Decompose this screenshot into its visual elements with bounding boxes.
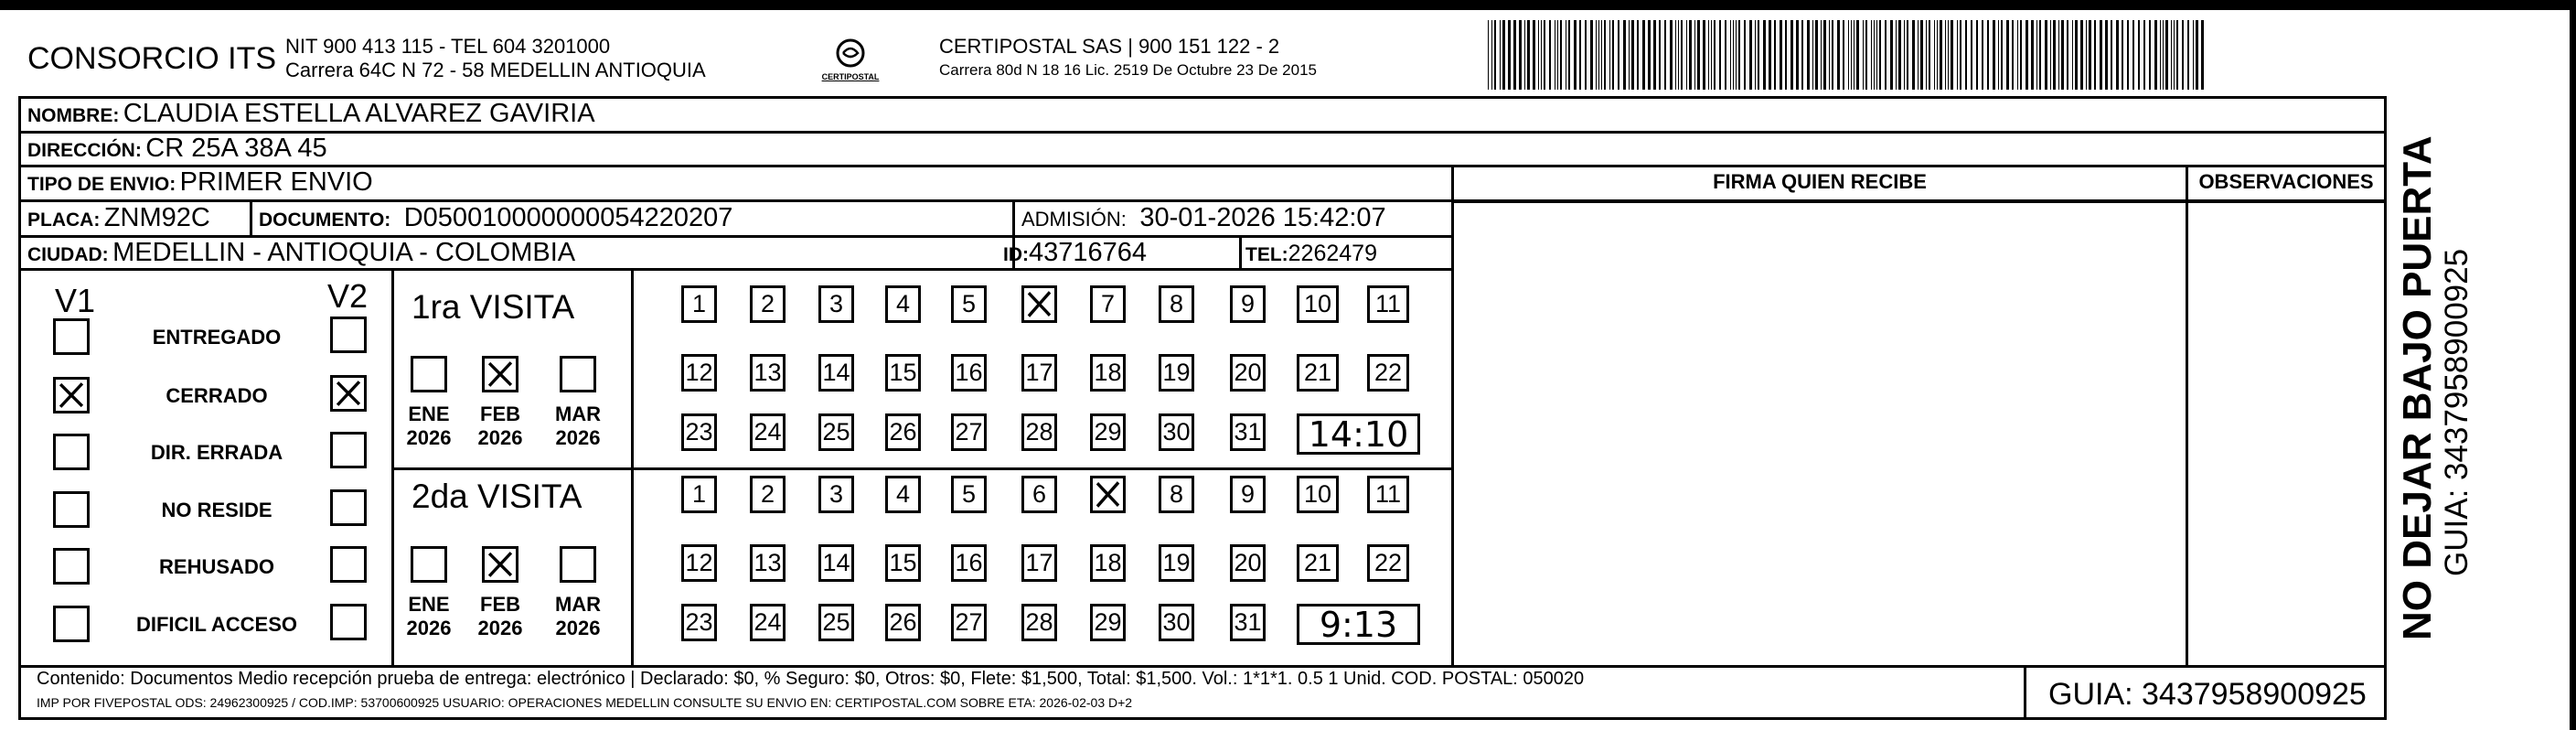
day-cell[interactable]: [818, 604, 854, 641]
day-cell[interactable]: [1090, 604, 1126, 641]
month-label: [401, 403, 456, 450]
tipo-envio-label: TIPO DE ENVIO:: [27, 174, 176, 195]
month-label: [473, 593, 528, 640]
day-number: 3: [828, 480, 844, 508]
day-number: 12: [685, 359, 713, 386]
day-number: 27: [955, 418, 983, 446]
day-number: 13: [754, 549, 782, 576]
day-cell[interactable]: [951, 476, 987, 513]
day-number: 1: [691, 480, 707, 508]
v1-checkbox[interactable]: [53, 491, 90, 528]
month-name: FEB: [480, 403, 520, 425]
day-number: 20: [1234, 549, 1262, 576]
certipostal-info: [939, 35, 1317, 82]
observaciones-label: OBSERVACIONES: [2198, 170, 2374, 193]
v1-checkbox[interactable]: [53, 548, 90, 585]
day-cell[interactable]: [1159, 476, 1194, 513]
id-label: ID:: [1003, 244, 1029, 265]
side-text: [2396, 91, 2474, 640]
day-number: 29: [1094, 608, 1122, 636]
tel-label: TEL:: [1245, 244, 1288, 265]
day-number: 11: [1374, 290, 1402, 317]
day-cell[interactable]: [681, 604, 717, 641]
day-number: 3: [828, 290, 844, 317]
status-label: ENTREGADO: [152, 326, 282, 349]
month-checkbox[interactable]: [411, 546, 447, 583]
nombre-label: NOMBRE:: [27, 105, 120, 126]
status-label: REHUSADO: [159, 555, 274, 578]
documento-field: [259, 203, 732, 233]
day-cell[interactable]: [818, 413, 854, 451]
v1-checkbox[interactable]: [53, 606, 90, 642]
day-number: 30: [1162, 608, 1191, 636]
day-cell[interactable]: [1367, 354, 1409, 392]
day-cell[interactable]: [885, 413, 921, 451]
month-name: MAR: [554, 403, 602, 425]
day-number: 25: [822, 608, 850, 636]
nombre-row: [27, 99, 595, 129]
month-checkbox[interactable]: [560, 546, 596, 583]
v1-checkbox[interactable]: [53, 434, 90, 470]
time-box[interactable]: [1297, 413, 1420, 455]
day-cell[interactable]: [1159, 604, 1194, 641]
day-number: 28: [1025, 418, 1053, 446]
certipostal-logo-icon: [818, 35, 882, 90]
footer-imp: IMP POR FIVEPOSTAL ODS: 24962300925 / COD.IMP: 53700600925 USUARIO: OPERACIONES MEDELLIN CONSULTE SU ENVIO EN: CERTIPOSTAL.COM SOBRE ETA: 2026-02-03 D+2: [37, 695, 1133, 710]
day-number: 14: [822, 549, 850, 576]
day-number: 9: [1240, 290, 1256, 317]
day-cell[interactable]: [681, 354, 717, 392]
status-label: NO RESIDE: [161, 499, 273, 521]
day-cell[interactable]: [1230, 544, 1266, 582]
day-number: 10: [1303, 290, 1332, 317]
logo-text: CERTIPOSTAL: [821, 72, 880, 81]
month-label: [401, 593, 456, 640]
placa-field: [27, 203, 210, 233]
day-cell[interactable]: [1090, 476, 1126, 513]
v2-label: V2: [327, 277, 369, 315]
placa-label: PLACA:: [27, 209, 101, 231]
documento-label: DOCUMENTO:: [259, 209, 391, 231]
day-number: 26: [889, 418, 917, 446]
day-number: 12: [685, 549, 713, 576]
day-number: 2: [760, 480, 775, 508]
day-number: 22: [1374, 549, 1403, 576]
day-number: 9: [1240, 480, 1256, 508]
top-border: [0, 0, 2576, 10]
tel-value: 2262479: [1288, 241, 1377, 266]
day-cell[interactable]: [1021, 285, 1057, 323]
month-name: MAR: [554, 593, 602, 616]
company-name: CONSORCIO ITS: [27, 41, 277, 76]
ciudad-field: [27, 238, 575, 268]
month-year: 2026: [477, 617, 523, 639]
placa-value: ZNM92C: [103, 203, 210, 232]
v1-label: V1: [55, 282, 96, 319]
day-cell[interactable]: [885, 476, 921, 513]
day-number: 31: [1234, 418, 1262, 446]
day-cell[interactable]: [1021, 544, 1057, 582]
id-value: 43716764: [1029, 238, 1148, 267]
month-label: [550, 593, 605, 640]
day-cell[interactable]: [885, 354, 921, 392]
day-cell[interactable]: [951, 544, 987, 582]
day-cell[interactable]: [750, 544, 786, 582]
day-number: 7: [1100, 290, 1116, 317]
month-name: FEB: [480, 593, 520, 616]
day-cell[interactable]: [951, 285, 987, 323]
day-number: 21: [1303, 549, 1332, 576]
v2-checkbox[interactable]: [330, 489, 367, 526]
day-cell[interactable]: [1159, 354, 1194, 392]
day-number: 16: [955, 359, 983, 386]
tipo-envio-row: [27, 167, 373, 198]
day-number: 31: [1234, 608, 1262, 636]
day-cell[interactable]: [1021, 354, 1057, 392]
day-number: 18: [1094, 359, 1122, 386]
day-cell[interactable]: [1159, 413, 1194, 451]
id-field: [1003, 238, 1147, 268]
day-number: 22: [1374, 359, 1403, 386]
day-cell[interactable]: [681, 413, 717, 451]
certipostal-line2: Carrera 80d N 18 16 Lic. 2519 De Octubre 23 De 2015: [939, 61, 1317, 79]
day-number: 19: [1162, 549, 1191, 576]
admision-field: [1021, 203, 1386, 233]
v2-checkbox[interactable]: [330, 317, 367, 353]
admision-value: 30-01-2026 15:42:07: [1139, 203, 1386, 232]
day-number: 19: [1162, 359, 1191, 386]
day-number: 8: [1169, 480, 1184, 508]
month-checkbox[interactable]: [560, 356, 596, 392]
day-number: 10: [1303, 480, 1332, 508]
day-cell[interactable]: [750, 604, 786, 641]
status-label: DIFICIL ACCESO: [135, 613, 297, 636]
day-cell[interactable]: [1021, 476, 1057, 513]
visit2-title: 2da VISITA: [412, 478, 583, 515]
day-number: 16: [955, 549, 983, 576]
day-number: 25: [822, 418, 850, 446]
day-cell[interactable]: [818, 354, 854, 392]
status-label: DIR. ERRADA: [150, 441, 283, 464]
time-box[interactable]: [1297, 604, 1420, 645]
day-cell[interactable]: [1090, 354, 1126, 392]
day-cell[interactable]: [1021, 413, 1057, 451]
ciudad-value: MEDELLIN - ANTIOQUIA - COLOMBIA: [112, 238, 576, 267]
tipo-envio-value: PRIMER ENVIO: [179, 167, 373, 197]
barcode: [1488, 20, 2210, 90]
month-year: 2026: [555, 426, 601, 449]
day-number: 6: [1031, 480, 1047, 508]
day-cell[interactable]: [951, 604, 987, 641]
certipostal-logo: [818, 35, 882, 90]
direccion-label: DIRECCIÓN:: [27, 140, 142, 161]
day-number: 24: [754, 608, 782, 636]
side-warning: NO DEJAR BAJO PUERTA: [2395, 135, 2440, 640]
day-number: 8: [1169, 290, 1184, 317]
direccion-row: [27, 134, 327, 164]
direccion-value: CR 25A 38A 45: [145, 134, 327, 163]
documento-value: D050010000000054220207: [403, 203, 733, 232]
day-cell[interactable]: [750, 413, 786, 451]
v2-checkbox[interactable]: [330, 432, 367, 468]
day-number: 23: [685, 418, 713, 446]
day-cell[interactable]: [1297, 476, 1339, 513]
v2-checkbox[interactable]: [330, 546, 367, 583]
day-number: 2: [760, 290, 775, 317]
company-nit: NIT 900 413 115 - TEL 604 3201000: [285, 35, 611, 58]
day-number: 1: [691, 290, 707, 317]
day-number: 29: [1094, 418, 1122, 446]
v1-checkbox[interactable]: [53, 377, 90, 413]
day-number: 17: [1025, 549, 1053, 576]
month-checkbox[interactable]: [411, 356, 447, 392]
v1-checkbox[interactable]: [53, 318, 90, 355]
footer-contenido: Contenido: Documentos Medio recepción prueba de entrega: electrónico | Declarado: $0, % Seguro: $0, Otros: $0, Flete: $1,500, Total: $1,500. Vol.: 1*1*1. 0.5 1 Unid. COD. POSTAL: 050020: [37, 669, 1585, 689]
visit1-title: 1ra VISITA: [412, 288, 575, 326]
day-cell[interactable]: [750, 476, 786, 513]
month-year: 2026: [406, 617, 452, 639]
day-cell[interactable]: [1230, 476, 1266, 513]
handwritten-time: 14:10: [1308, 413, 1409, 455]
day-cell[interactable]: [1159, 285, 1194, 323]
day-cell[interactable]: [1021, 604, 1057, 641]
day-number: 5: [961, 290, 977, 317]
day-cell[interactable]: [885, 285, 921, 323]
day-number: 20: [1234, 359, 1262, 386]
day-cell[interactable]: [750, 354, 786, 392]
day-number: 15: [889, 549, 917, 576]
day-cell[interactable]: [681, 476, 717, 513]
month-year: 2026: [477, 426, 523, 449]
day-cell[interactable]: [818, 476, 854, 513]
firma-label: FIRMA QUIEN RECIBE: [1713, 170, 1927, 193]
nombre-value: CLAUDIA ESTELLA ALVAREZ GAVIRIA: [123, 99, 595, 128]
day-cell[interactable]: [681, 285, 717, 323]
day-cell[interactable]: [1297, 544, 1339, 582]
day-number: 24: [754, 418, 782, 446]
day-cell[interactable]: [1297, 354, 1339, 392]
day-cell[interactable]: [1230, 413, 1266, 451]
day-cell[interactable]: [885, 604, 921, 641]
month-name: ENE: [408, 403, 450, 425]
month-year: 2026: [555, 617, 601, 639]
month-label: [473, 403, 528, 450]
day-number: 4: [895, 480, 911, 508]
day-number: 18: [1094, 549, 1122, 576]
handwritten-time: 9:13: [1319, 604, 1398, 645]
status-label: CERRADO: [166, 384, 268, 407]
v2-checkbox[interactable]: [330, 375, 367, 412]
month-checkbox[interactable]: [482, 356, 518, 392]
day-number: 27: [955, 608, 983, 636]
company-address: Carrera 64C N 72 - 58 MEDELLIN ANTIOQUIA: [285, 59, 706, 81]
day-cell[interactable]: [818, 285, 854, 323]
company-info: [285, 35, 706, 82]
day-cell[interactable]: [681, 544, 717, 582]
day-cell[interactable]: [1367, 544, 1409, 582]
day-cell[interactable]: [951, 354, 987, 392]
day-cell[interactable]: [951, 413, 987, 451]
day-cell[interactable]: [818, 544, 854, 582]
day-cell[interactable]: [885, 544, 921, 582]
certipostal-line1: CERTIPOSTAL SAS | 900 151 122 - 2: [939, 35, 1280, 58]
day-cell[interactable]: [1230, 285, 1266, 323]
day-number: 23: [685, 608, 713, 636]
day-cell[interactable]: [1090, 544, 1126, 582]
day-number: 17: [1025, 359, 1053, 386]
month-label: [550, 403, 605, 450]
day-cell[interactable]: [1367, 476, 1409, 513]
day-cell[interactable]: [1090, 413, 1126, 451]
side-guia: GUIA: 3437958900925: [2439, 248, 2474, 576]
admision-label: ADMISIÓN:: [1021, 208, 1127, 231]
day-number: 15: [889, 359, 917, 386]
day-cell[interactable]: [1230, 354, 1266, 392]
day-number: 13: [754, 359, 782, 386]
day-number: 28: [1025, 608, 1053, 636]
month-name: ENE: [408, 593, 450, 616]
day-number: 21: [1303, 359, 1332, 386]
month-checkbox[interactable]: [482, 546, 518, 583]
v2-checkbox[interactable]: [330, 604, 367, 640]
day-cell[interactable]: [1297, 285, 1339, 323]
day-number: 5: [961, 480, 977, 508]
day-number: 11: [1374, 480, 1402, 508]
day-cell[interactable]: [1230, 604, 1266, 641]
day-cell[interactable]: [750, 285, 786, 323]
day-cell[interactable]: [1090, 285, 1126, 323]
day-cell[interactable]: [1367, 285, 1409, 323]
tel-field: [1245, 241, 1377, 267]
right-edge-border: [2570, 0, 2576, 730]
day-cell[interactable]: [1159, 544, 1194, 582]
day-number: 26: [889, 608, 917, 636]
month-year: 2026: [406, 426, 452, 449]
day-number: 14: [822, 359, 850, 386]
footer-guia: GUIA: 3437958900925: [2048, 677, 2367, 712]
ciudad-label: CIUDAD:: [27, 244, 109, 265]
day-number: 30: [1162, 418, 1191, 446]
day-number: 4: [895, 290, 911, 317]
